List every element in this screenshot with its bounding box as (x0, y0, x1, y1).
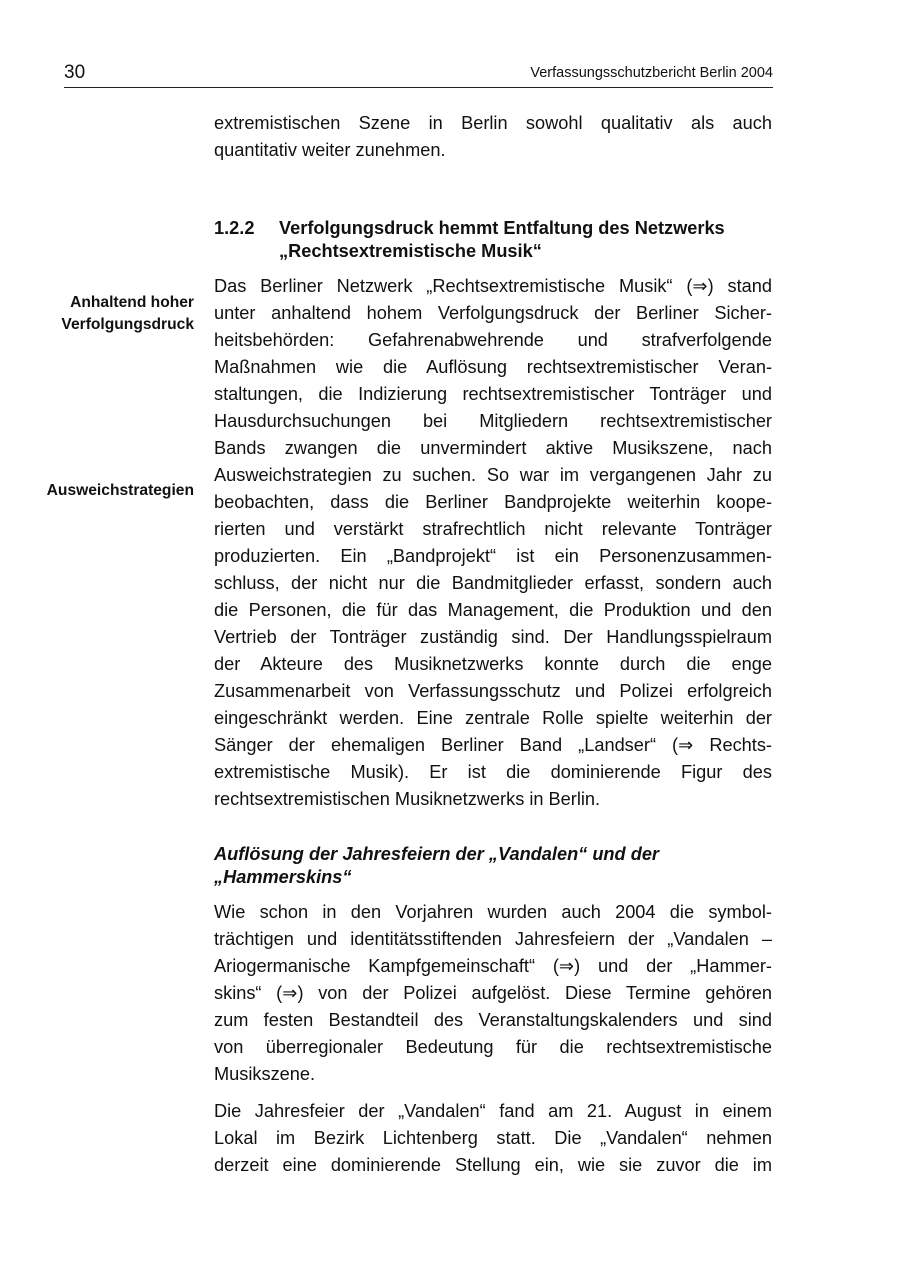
paragraph-line: Musikszene. (214, 1064, 316, 1084)
paragraph-line: der Akteure des Musiknetzwerks konnte durch die enge (214, 654, 772, 674)
paragraph-line: zum festen Bestandteil des Veranstaltungskalenders und sind (214, 1010, 772, 1030)
paragraph-line: Lokal im Bezirk Lichtenberg statt. Die „Vandalen“ nehmen (214, 1128, 772, 1148)
paragraph-line: schluss, der nicht nur die Bandmitglieder erfasst, sondern auch (214, 573, 772, 593)
paragraph-line: unter anhaltend hohem Verfolgungsdruck der Berliner Sicher- (214, 303, 772, 323)
subsection-title-line: Auflösung der Jahresfeiern der „Vandalen“ und der (214, 844, 660, 864)
paragraph-line: Ausweichstrategien zu suchen. So war im vergangenen Jahr zu (214, 465, 772, 485)
margin-note (61, 292, 194, 336)
paragraph-line: extremistische Musik). Er ist die dominierende Figur des (214, 762, 772, 782)
paragraph-line: derzeit eine dominierende Stellung ein, wie sie zuvor die im (214, 1155, 772, 1175)
paragraph-line: eingeschränkt werden. Eine zentrale Rolle spielte weiterhin der (214, 708, 772, 728)
paragraph-line: heitsbehörden: Gefahrenabwehrende und strafverfolgende (214, 330, 772, 350)
section-title-line: „Rechtsextremistische Musik“ (279, 241, 542, 261)
section-title-line: Verfolgungsdruck hemmt Entfaltung des Netzwerks (279, 218, 725, 238)
subsection-title-line: „Hammerskins“ (214, 867, 352, 887)
paragraph-line: die Personen, die für das Management, die Produktion und den (214, 600, 772, 620)
paragraph-line: Vertrieb der Tonträger zuständig sind. Der Handlungsspielraum (214, 627, 772, 647)
intro-line: quantitativ weiter zunehmen. (214, 140, 446, 160)
paragraph-line: trächtigen und identitätsstiftenden Jahresfeiern der „Vandalen – (214, 929, 772, 949)
paragraph-line: von überregionaler Bedeutung für die rechtsextremistische (214, 1037, 772, 1057)
paragraph-line: Hausdurchsuchungen bei Mitgliedern rechtsextremistischer (214, 411, 772, 431)
paragraph-line: skins“ (⇒) von der Polizei aufgelöst. Diese Termine gehören (214, 983, 772, 1003)
paragraph-line: produzierten. Ein „Bandprojekt“ ist ein Personenzusammen- (214, 546, 772, 566)
paragraph-line: Sänger der ehemaligen Berliner Band „Landser“ (⇒ Rechts- (214, 735, 772, 755)
paragraph-line: beobachten, dass die Berliner Bandprojekte weiterhin koope- (214, 492, 772, 512)
margin-note-line: Verfolgungsdruck (61, 316, 194, 333)
paragraph-line: Bands zwangen die unvermindert aktive Musikszene, nach (214, 438, 772, 458)
page-header (64, 62, 773, 88)
paragraph-line: rierten und verstärkt strafrechtlich nicht relevante Tonträger (214, 519, 772, 539)
paragraph-line: rechtsextremistischen Musiknetzwerks in Berlin. (214, 789, 601, 809)
intro-line: extremistischen Szene in Berlin sowohl qualitativ als auch (214, 113, 772, 133)
section-number: 1.2.2 (214, 218, 255, 238)
paragraph-line: Maßnahmen wie die Auflösung rechtsextremistischer Veran- (214, 357, 772, 377)
paragraph-line: Das Berliner Netzwerk „Rechtsextremistische Musik“ (⇒) stand (214, 276, 772, 296)
margin-note-line: Anhaltend hoher (70, 294, 194, 311)
paragraph-line: staltungen, die Indizierung rechtsextremistischer Tonträger und (214, 384, 772, 404)
paragraph-line: Zusammenarbeit von Verfassungsschutz und Polizei erfolgreich (214, 681, 772, 701)
paragraph-line: Ariogermanische Kampfgemeinschaft“ (⇒) und der „Hammer- (214, 956, 772, 976)
margin-note: Ausweichstrategien (46, 482, 194, 499)
page-number: 30 (64, 62, 86, 83)
paragraph-line: Wie schon in den Vorjahren wurden auch 2004 die symbol- (214, 902, 772, 922)
paragraph-line: Die Jahresfeier der „Vandalen“ fand am 21. August in einem (214, 1101, 772, 1121)
running-title: Verfassungsschutzbericht Berlin 2004 (530, 65, 773, 81)
